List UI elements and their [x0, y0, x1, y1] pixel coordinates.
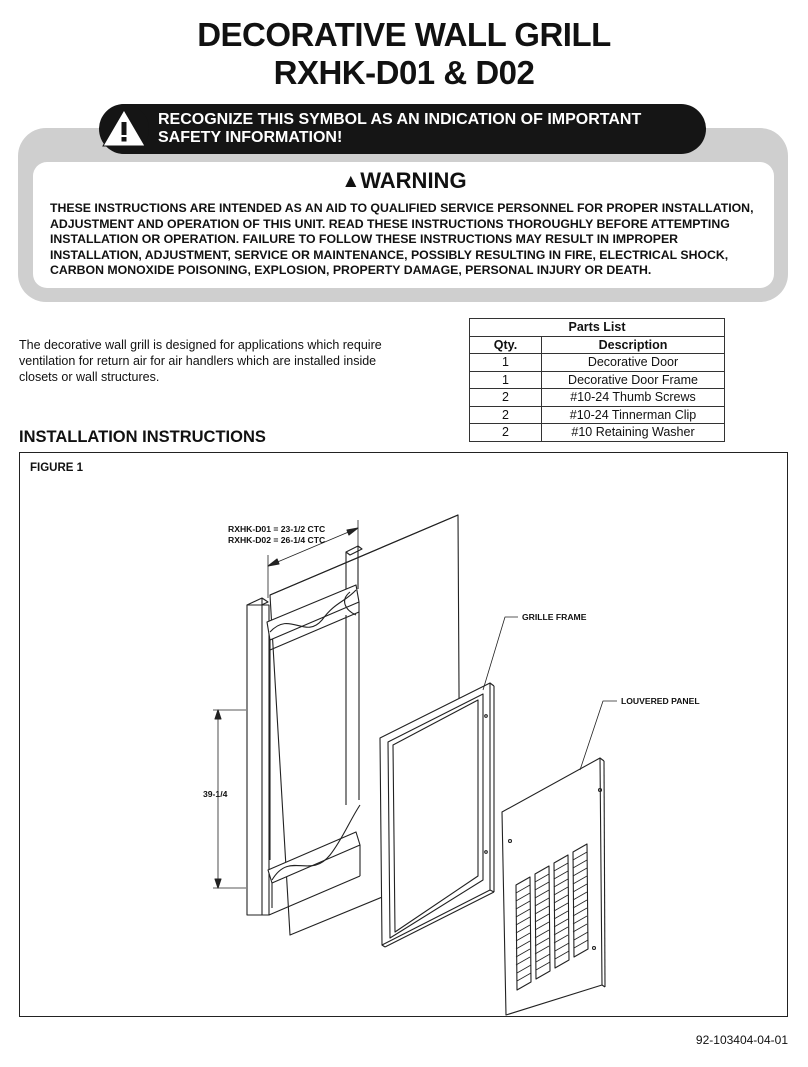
header-description: Description [542, 336, 725, 354]
figure-label: FIGURE 1 [30, 462, 84, 474]
louvered-panel-label: LOUVERED PANEL [621, 696, 700, 706]
row-qty: 2 [470, 406, 542, 424]
row-description: Decorative Door [542, 354, 725, 372]
intro-paragraph: The decorative wall grill is designed for applications which require ventilation for return air for air handlers which are installed inside closets or wall structures. [19, 338, 382, 384]
height-label: 39-1/4 [203, 789, 228, 799]
row-qty: 2 [470, 389, 542, 407]
row-description: #10 Retaining Washer [542, 424, 725, 442]
louvered-panel [502, 758, 605, 1015]
row-description: #10-24 Thumb Screws [542, 389, 725, 407]
warning-title: WARNING [360, 168, 467, 193]
row-qty: 2 [470, 424, 542, 442]
installation-title: INSTALLATION INSTRUCTIONS [19, 428, 266, 446]
dim-d02-label: RXHK-D02 = 26-1/4 CTC [228, 535, 326, 545]
warning-symbol-icon: ▲ [341, 171, 361, 192]
document-number: 92-103404-04-01 [695, 1033, 788, 1047]
row-description: Decorative Door Frame [542, 371, 725, 389]
grille-frame-leader [483, 617, 518, 690]
header-qty: Qty. [470, 336, 542, 354]
title-line-1: DECORATIVE WALL GRILL [197, 16, 611, 53]
warning-body: THESE INSTRUCTIONS ARE INTENDED AS AN AID TO QUALIFIED SERVICE PERSONNEL FOR PROPER INSTALLATION, ADJUSTMENT AND OPERATION OF THIS UNIT. READ THESE INSTRUCTIONS THOROUGHLY BEFORE ATTEMPTING INSTALLATION OR OPERATION. FAILURE TO FOLLOW THESE INSTRUCTIONS MAY RESULT IN IMPROPER INSTALLATION, ADJUSTMENT, SERVICE OR MAINTENANCE, POSSIBLY RESULTING IN FIRE, ELECTRICAL SHOCK, CARBON MONOXIDE POISONING, EXPLOSION, PROPERTY DAMAGE, PERSONAL INJURY OR DEATH. [50, 201, 754, 277]
title-line-2: RXHK-D01 & D02 [273, 54, 535, 91]
row-qty: 1 [470, 354, 542, 372]
row-description: #10-24 Tinnerman Clip [542, 406, 725, 424]
parts-list-title: Parts List [470, 319, 725, 337]
height-dimension [213, 710, 246, 888]
row-qty: 1 [470, 371, 542, 389]
dim-d01-label: RXHK-D01 = 23-1/2 CTC [228, 524, 326, 534]
safety-banner-text: RECOGNIZE THIS SYMBOL AS AN INDICATION OF IMPORTANT SAFETY INFORMATION! [158, 111, 642, 146]
grille-frame-label: GRILLE FRAME [522, 612, 587, 622]
